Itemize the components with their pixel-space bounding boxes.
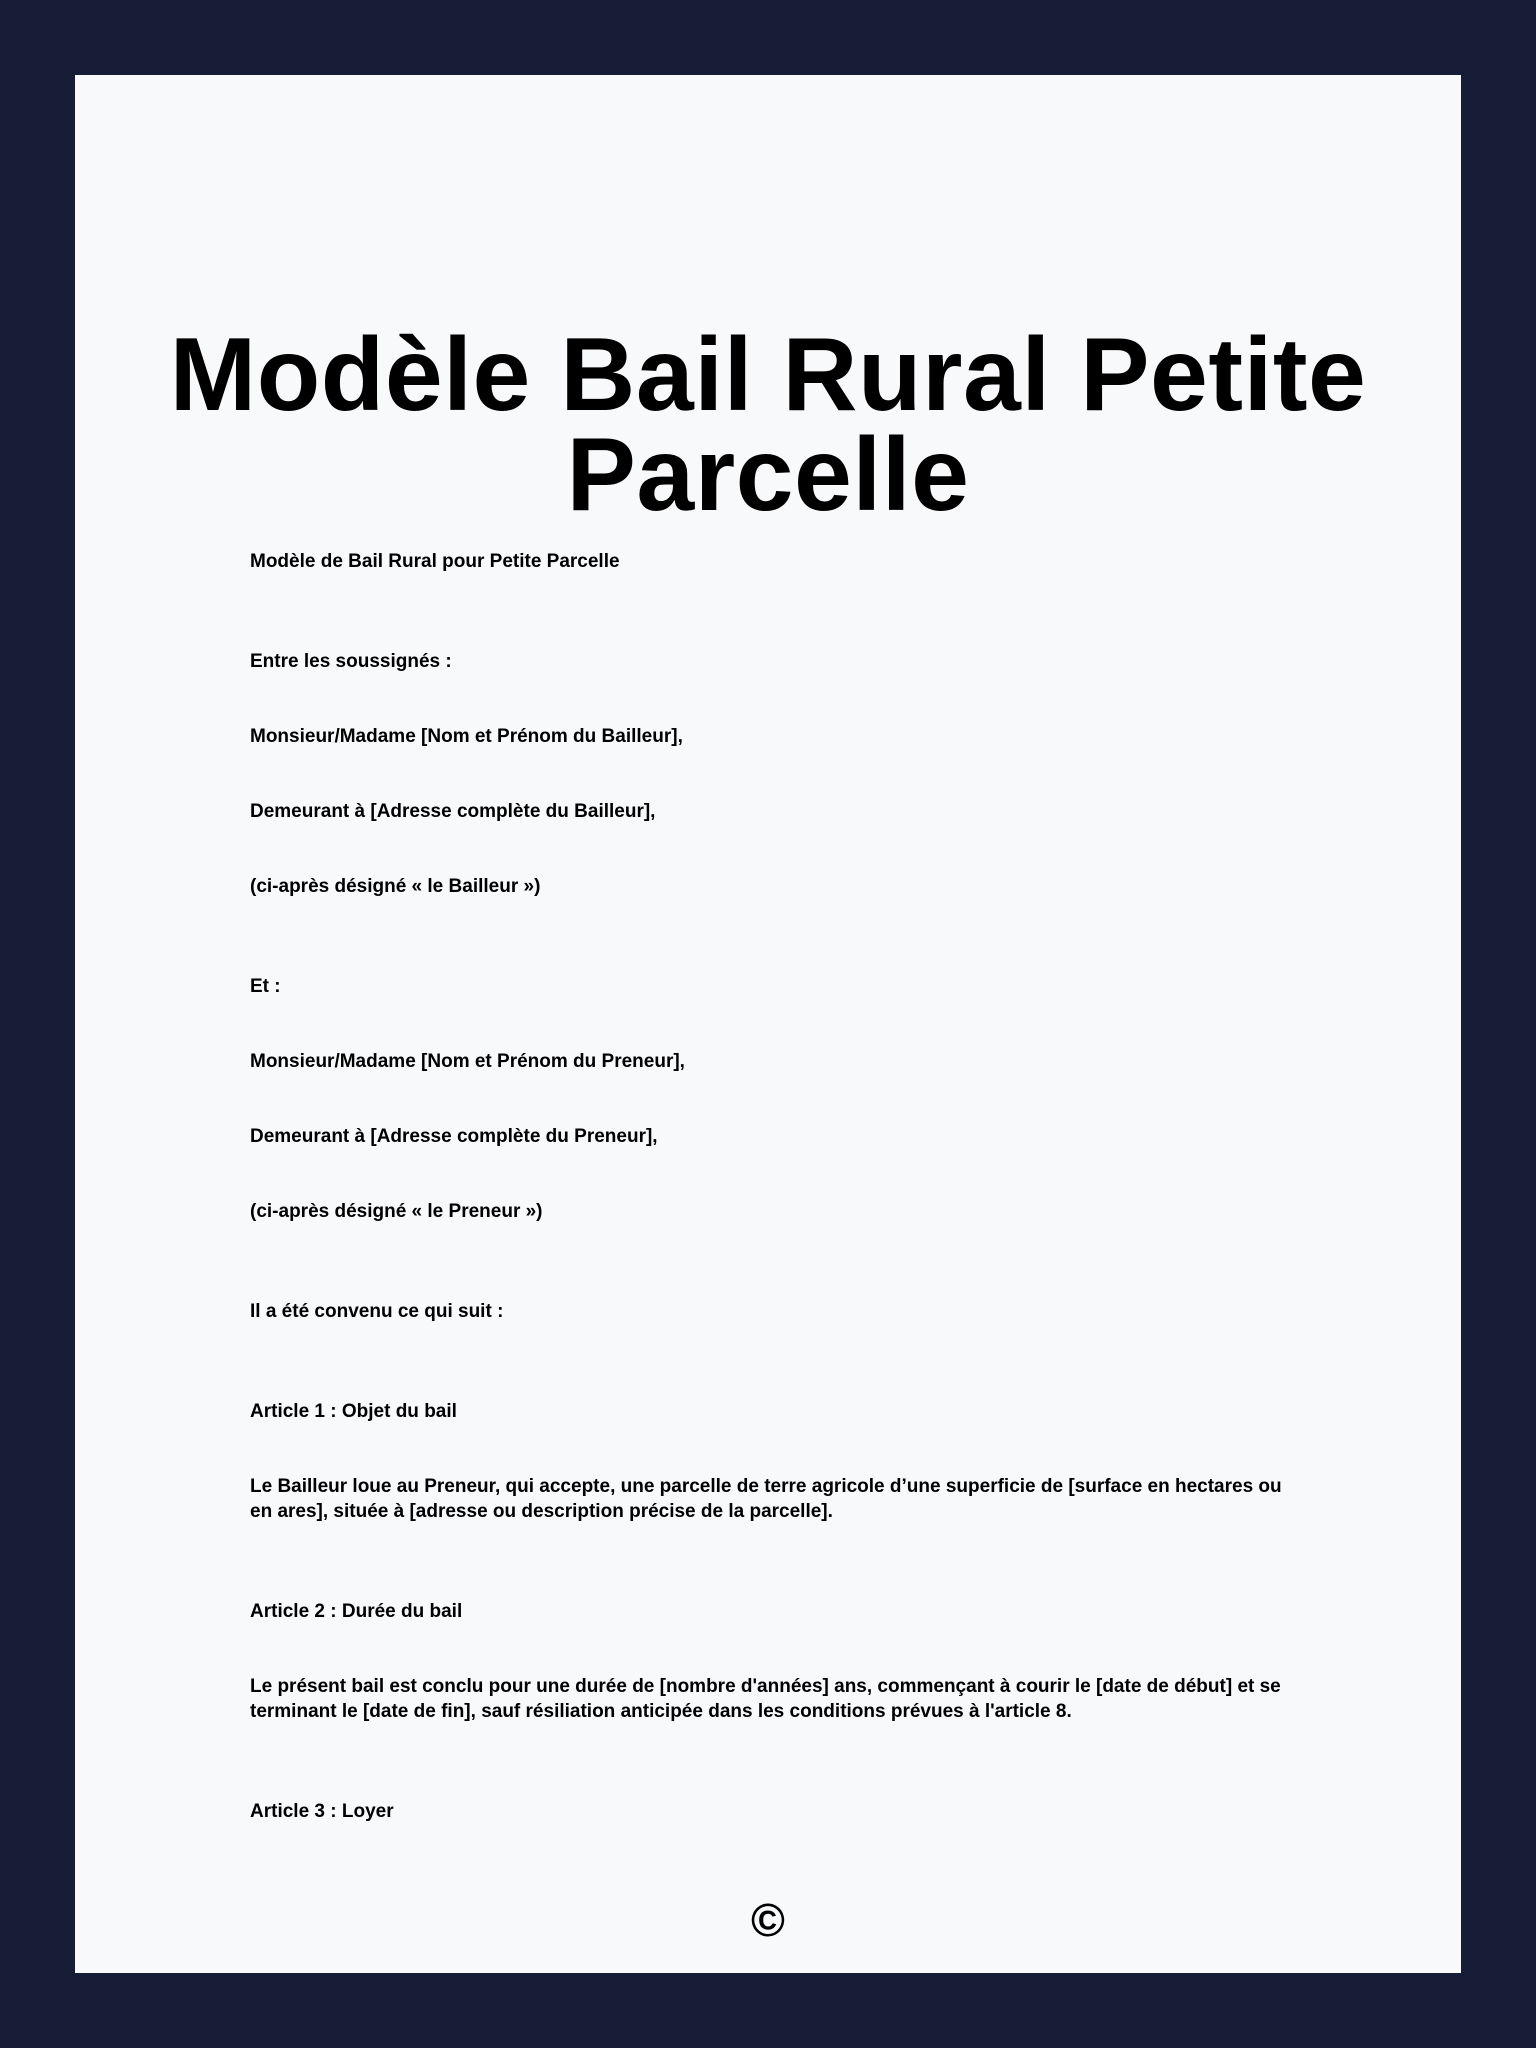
parties-intro: Entre les soussignés : (250, 651, 452, 672)
article-2-text: Le présent bail est conclu pour une durée de [nombre d'années] ans, commençant à courir le [date de début] et se terminant le [date de fin], sauf résiliation anticipée dans les conditions prévues à l'article 8. (250, 1676, 1281, 1722)
document-title: Modèle Bail Rural Petite Parcelle (169, 317, 1367, 533)
lessee-designation: (ci-après désigné « le Preneur ») (250, 1201, 543, 1222)
lessor-name: Monsieur/Madame [Nom et Prénom du Bailleur], (250, 726, 683, 747)
article-1-text: Le Bailleur loue au Preneur, qui accepte, une parcelle de terre agricole d’une superficie de [surface en hectares ou en ares], située à [adresse ou description précise de la parcelle]. (250, 1476, 1282, 1522)
document-page (75, 75, 1461, 1973)
article-3-heading: Article 3 : Loyer (250, 1801, 394, 1822)
lessee-address: Demeurant à [Adresse complète du Preneur], (250, 1126, 658, 1147)
document-subtitle: Modèle de Bail Rural pour Petite Parcelle (250, 551, 620, 572)
lessee-name: Monsieur/Madame [Nom et Prénom du Preneur], (250, 1051, 685, 1072)
copyright-icon: © (751, 1894, 785, 1946)
agreement-intro: Il a été convenu ce qui suit : (250, 1301, 504, 1322)
lessor-address: Demeurant à [Adresse complète du Bailleur], (250, 801, 656, 822)
lessor-designation: (ci-après désigné « le Bailleur ») (250, 876, 541, 897)
article-1-heading: Article 1 : Objet du bail (250, 1401, 457, 1422)
and-connector: Et : (250, 976, 281, 997)
article-2-heading: Article 2 : Durée du bail (250, 1601, 463, 1622)
